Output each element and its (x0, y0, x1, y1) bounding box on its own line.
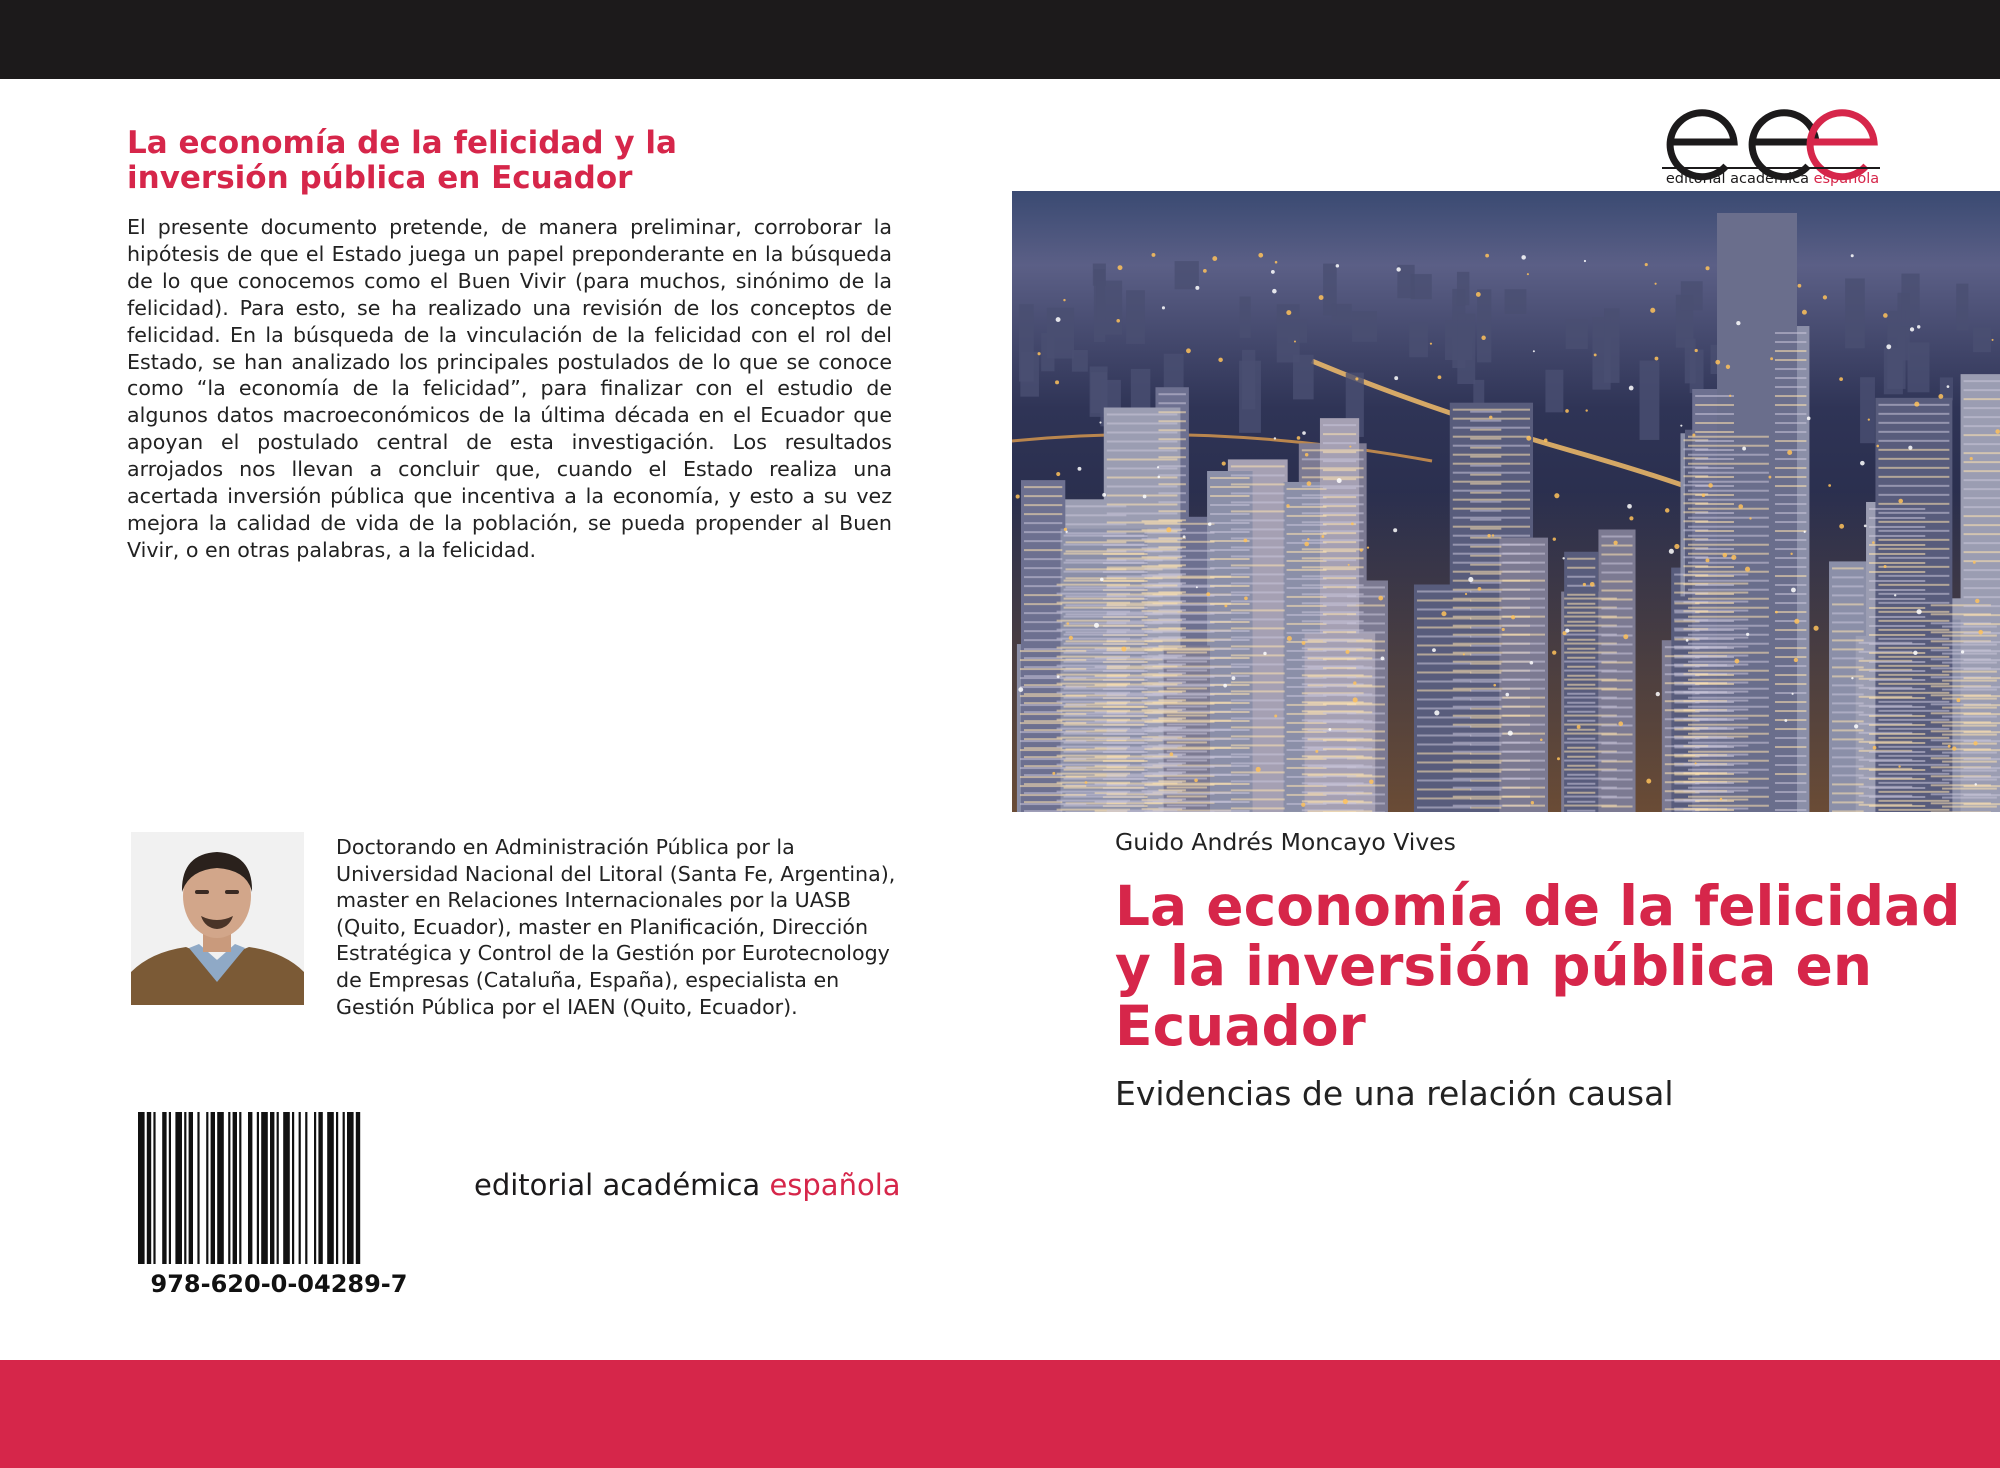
isbn-number: 978-620-0-04289-7 (150, 1270, 408, 1298)
publisher-name-accent: española (769, 1168, 901, 1202)
front-cover-subtitle: Evidencias de una relación causal (1115, 1074, 1674, 1113)
back-cover-blurb: El presente documento pretende, de manera preliminar, corroborar la hipótesis de que el Estado juega un papel preponderante en la búsqueda de lo que conocemos como el Buen Vivir (para muchos, sinónimo de la felicidad). Para esto, se ha realizado una revisión de los conceptos de felicidad. En la búsqueda de la vinculación de la felicidad con el rol del Estado, se han analizado los principales postulados de lo que se conoce como “la economía de la felicidad”, para finalizar con el estudio de algunos datos macroeconómicos de la última década en el Ecuador que apoyan el postulado central de esta investigación. Los resultados arrojados nos llevan a concluir que, cuando el Estado realiza una acertada inversión pública que incentiva a la economía, y esto a su vez mejora la calidad de vida de la población, se pueda propender al Buen Vivir, o en otras palabras, a la felicidad. (127, 215, 892, 562)
front-cover-title: La economía de la felicidad y la inversión pública en Ecuador (1115, 874, 1961, 1058)
author-portrait-image (131, 832, 304, 1005)
night-city-skyline-image (1012, 191, 2000, 812)
top-band (0, 0, 2000, 79)
back-cover-title: La economía de la felicidad y la inversión pública en Ecuador (127, 125, 677, 196)
barcode-icon (138, 1112, 420, 1264)
author-biography: Doctorando en Administración Pública por la Universidad Nacional del Litoral (Santa Fe, Argentina), master en Relaciones Internacionales por la UASB (Quito, Ecuador), master en Planificación, Dirección Estratégica y Control de la Gestión por Eurotecnology de Empresas (Cataluña, España), especialista en Gestión Pública por el IAEN (Quito, Ecuador). (336, 835, 896, 1019)
publisher-name-back (474, 1168, 901, 1202)
publisher-name-main: editorial académica (474, 1168, 761, 1202)
front-cover-author: Guido Andrés Moncayo Vives (1115, 828, 1456, 856)
logo-caption-main: editorial académica (1665, 171, 1809, 187)
bottom-band (0, 1360, 2000, 1468)
logo-caption (1660, 171, 1885, 187)
logo-caption-accent: española (1813, 171, 1880, 187)
